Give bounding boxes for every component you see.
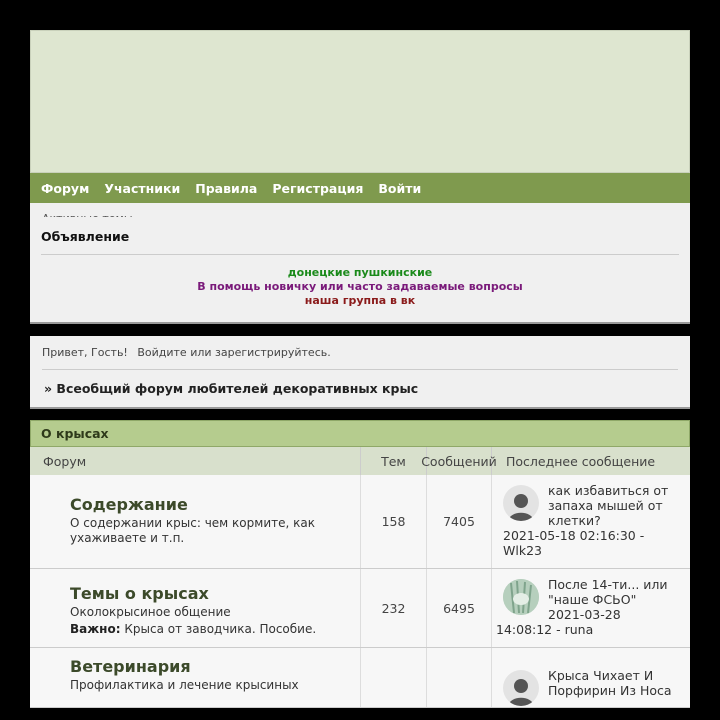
forum-row <box>30 475 690 569</box>
header-banner <box>30 30 690 173</box>
table-header <box>30 447 690 475</box>
announcement-box <box>30 217 690 324</box>
important-link[interactable]: Крыса от заводчика. Пособие. <box>124 622 317 636</box>
forum-info <box>30 475 361 568</box>
post-count <box>427 648 492 707</box>
topic-count <box>361 648 427 707</box>
main-navbar <box>30 173 690 203</box>
nav-members[interactable]: Участники <box>104 180 181 196</box>
last-post <box>492 475 690 568</box>
last-post <box>492 648 690 707</box>
forum-description: Околокрысиное общение <box>70 605 231 619</box>
post-count: 7405 <box>427 475 492 568</box>
topic-count: 232 <box>361 569 427 647</box>
post-count: 6495 <box>427 569 492 647</box>
login-register-link[interactable]: Войдите или зарегистрируйтесь. <box>137 346 331 359</box>
announcement-lines <box>41 266 679 308</box>
forum-name[interactable]: Темы о крысах <box>70 584 209 603</box>
nav-login[interactable]: Войти <box>378 180 422 196</box>
nav-rules[interactable]: Правила <box>195 180 258 196</box>
last-post-meta: 14:08:12 - runa <box>496 622 594 637</box>
person-icon[interactable] <box>503 670 539 706</box>
forum-important <box>70 622 360 637</box>
forum-description: Профилактика и лечение крысиных <box>70 678 299 692</box>
forum-info <box>30 569 361 647</box>
forum-row <box>30 648 690 708</box>
rat-avatar[interactable] <box>503 579 539 615</box>
page <box>30 30 690 236</box>
last-post-date: 2021-03-28 <box>548 607 621 622</box>
forum-board-title[interactable]: » Всеобщий форум любителей декоративных крыс <box>42 369 678 396</box>
category-section <box>30 420 690 708</box>
last-post-title[interactable]: Крыса Чихает И Порфирин Из Носа <box>548 668 672 698</box>
announcement-link-3[interactable]: наша группа в вк <box>304 294 416 307</box>
category-title[interactable]: О крысах <box>30 420 690 447</box>
last-post-meta: 2021-05-18 02:16:30 - Wlk23 <box>503 528 645 558</box>
announcement-title: Объявление <box>41 229 679 255</box>
nav-register[interactable]: Регистрация <box>272 180 364 196</box>
col-posts: Сообщений <box>427 447 492 475</box>
person-icon[interactable] <box>503 485 539 521</box>
welcome-box <box>30 336 690 409</box>
col-forum: Форум <box>30 447 361 475</box>
greeting-text: Привет, Гость! <box>42 346 128 359</box>
last-post <box>492 569 690 647</box>
last-post-title[interactable]: После 14-ти... или "наше ФСЬО" <box>548 577 668 607</box>
greeting-line <box>42 346 678 359</box>
forum-name[interactable]: Ветеринария <box>70 657 191 676</box>
forum-info <box>30 648 361 707</box>
forum-name[interactable]: Содержание <box>70 495 188 514</box>
important-label: Важно: <box>70 622 121 636</box>
announcement-link-1[interactable]: донецкие пушкинские <box>287 266 433 279</box>
col-last-post: Последнее сообщение <box>506 453 656 469</box>
last-post-title[interactable]: как избавиться от запаха мышей от клетки? <box>548 483 669 528</box>
forum-row <box>30 569 690 648</box>
announcement-link-2[interactable]: В помощь новичку или часто задаваемые вопросы <box>197 280 523 293</box>
col-topics: Тем <box>361 447 427 475</box>
nav-forum[interactable]: Форум <box>41 180 90 196</box>
topic-count: 158 <box>361 475 427 568</box>
forum-description: О содержании крыс: чем кормите, как ухаживаете и т.п. <box>70 516 315 545</box>
